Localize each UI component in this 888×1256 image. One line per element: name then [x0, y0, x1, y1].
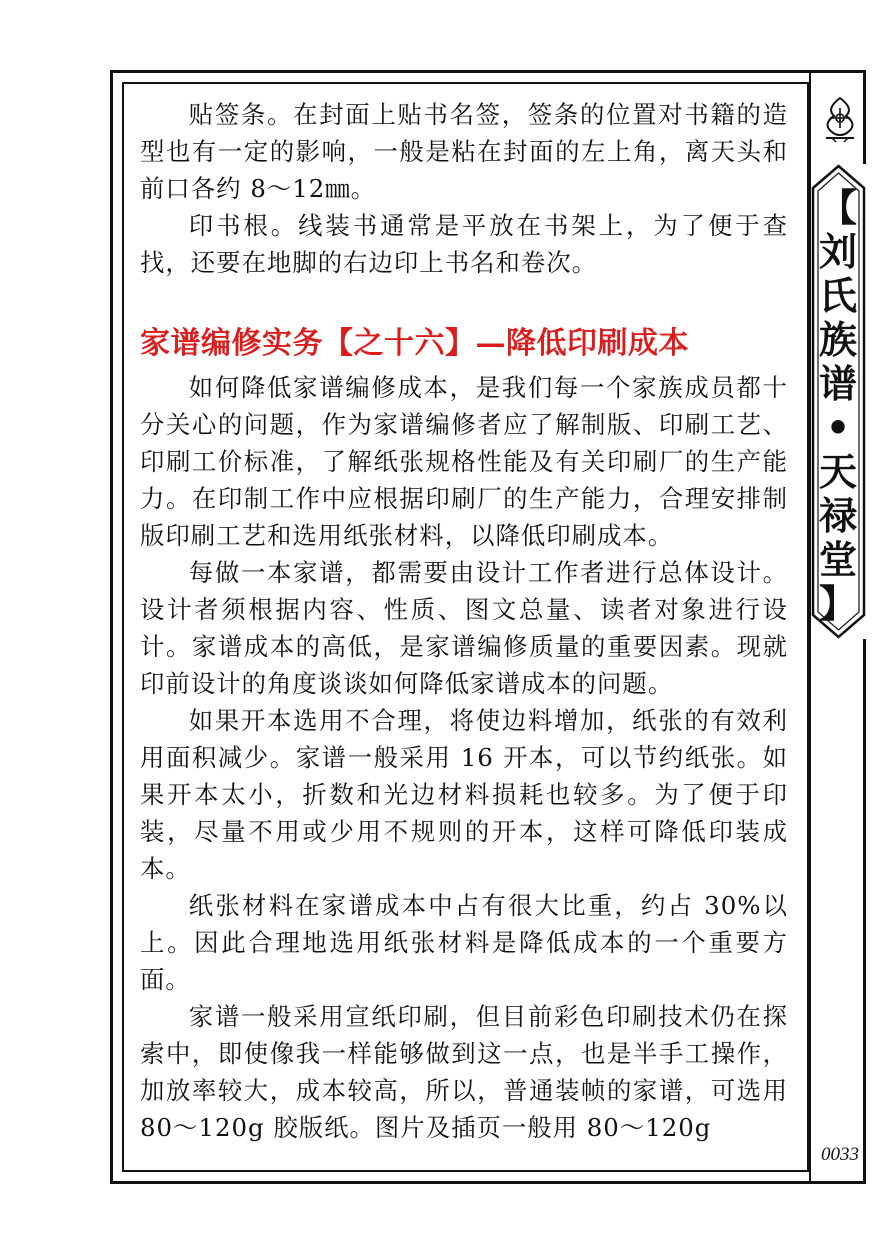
- title-char: •: [825, 406, 851, 450]
- paragraph-paper-cost: 纸张材料在家谱成本中占有很大比重，约占 30%以上。因此合理地选用纸张材料是降低成本的一个重要方面。: [140, 891, 788, 994]
- book-title-vertical: [815, 186, 861, 626]
- section-heading: 家谱编修实务【之十六】—降低印刷成本: [140, 326, 689, 361]
- title-char: 】: [818, 582, 857, 626]
- paragraph-intro: 如何降低家谱编修成本，是我们每一个家族成员都十分关心的问题，作为家谱编修者应了解制版、印刷工艺、印刷工价标准，了解纸张规格性能及有关印刷厂的生产能力。在印制工作中应根据印刷厂的生产能力，合理安排制版印刷工艺和选用纸张材料，以降低印刷成本。: [140, 373, 788, 550]
- title-char: 氏: [818, 274, 857, 318]
- paragraph-paper-choice: 家谱一般采用宣纸印刷，但目前彩色印刷技术仍在探索中，即使像我一样能够做到这一点，也是半手工操作，加放率较大，成本较高，所以，普通装帧的家谱，可选用 80～120g 胶版纸。图片及插页一般用 80～120g: [140, 1002, 788, 1142]
- title-char: 【: [818, 186, 857, 230]
- paragraph-label-strip: 贴签条。在封面上贴书名签，签条的位置对书籍的造型也有一定的影响，一般是粘在封面的左上角，离天头和前口各约 8～12㎜。: [140, 100, 788, 203]
- knot-ornament-icon: [818, 94, 862, 144]
- title-char: 天: [818, 450, 857, 494]
- page-content: [140, 96, 788, 1161]
- paragraph-spine-printing: 印书根。线装书通常是平放在书架上，为了便于查找，还要在地脚的右边印上书名和卷次。: [140, 211, 788, 277]
- title-char: 刘: [818, 230, 857, 274]
- paragraph-design: 每做一本家谱，都需要由设计工作者进行总体设计。设计者须根据内容、性质、图文总量、读者对象进行设计。家谱成本的高低，是家谱编修质量的重要因素。现就印前设计的角度谈谈如何降低家谱成本的问题。: [140, 558, 788, 698]
- title-char: 谱: [818, 362, 857, 406]
- title-char: 禄: [818, 494, 857, 538]
- page-number: 0033: [821, 1144, 859, 1165]
- paragraph-format: 如果开本选用不合理，将使边料增加，纸张的有效利用面积减少。家谱一般采用 16 开本，可以节约纸张。如果开本太小，折数和光边材料损耗也较多。为了便于印装，尽量不用或少用不规则的开本，这样可降低印装成本。: [140, 706, 788, 883]
- title-char: 堂: [818, 538, 857, 582]
- title-char: 族: [818, 318, 857, 362]
